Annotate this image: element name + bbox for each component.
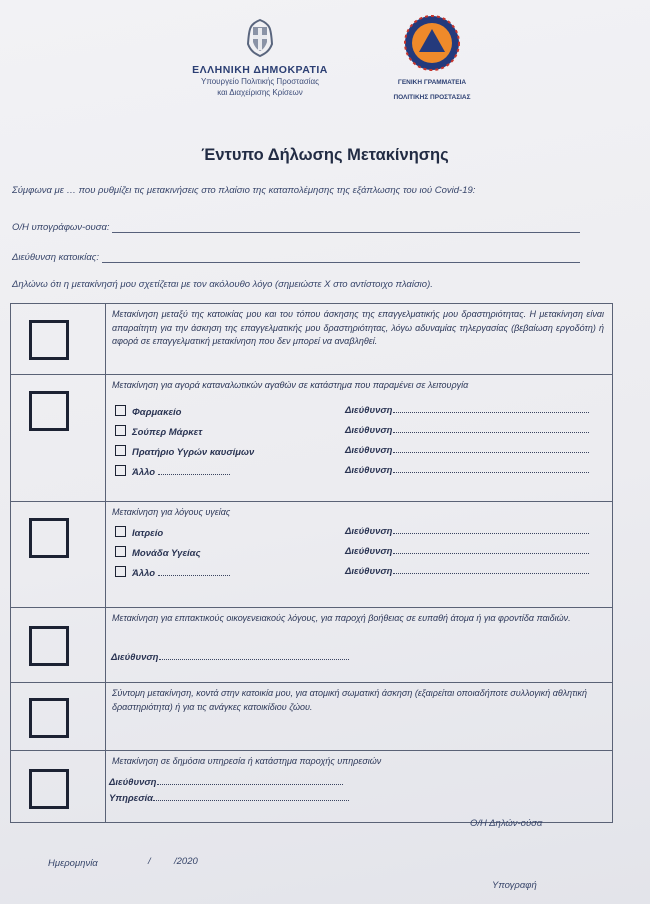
- option-checkbox[interactable]: [115, 405, 126, 416]
- reason-checkbox-exercise[interactable]: [29, 698, 69, 738]
- option-label: Άλλο: [132, 568, 156, 579]
- reason-row-exercise: [11, 682, 612, 751]
- date-slash[interactable]: /: [148, 856, 151, 867]
- service-address-field[interactable]: [109, 777, 343, 788]
- checkbox-cell: [11, 304, 106, 374]
- address-label: Διεύθυνση: [345, 445, 393, 456]
- address-dotted-line[interactable]: [393, 527, 589, 534]
- address-label: Διεύθυνση: [345, 546, 393, 557]
- home-address-input-line[interactable]: [102, 253, 580, 263]
- secretariat-line-1: ΓΕΝΙΚΗ ΓΡΑΜΜΑΤΕΙΑ: [397, 79, 467, 86]
- address-field[interactable]: [345, 526, 589, 537]
- option-other[interactable]: [115, 566, 230, 579]
- option-other[interactable]: [115, 465, 230, 478]
- reason-checkbox-work[interactable]: [29, 320, 69, 360]
- signer-input-line[interactable]: [112, 223, 580, 233]
- reason-text-work: Μετακίνηση μεταξύ της κατοικίας μου και του τόπου άσκησης της επαγγελματικής μου δραστηριότητας. Η μετακίνηση είναι απαραίτητη για την άσκηση της επαγγελματικής μου δραστηριότητας, λόγω αδυναμίας τηλεργασίας (βεβαίωση εργοδότη) ή αφορά σε επαγγελματική μετακίνηση που δεν μπορεί να αναβληθεί.: [112, 309, 604, 346]
- service-name-field[interactable]: [109, 793, 349, 804]
- reason-text-exercise: Σύντομη μετακίνηση, κοντά στην κατοικία μου, για ατομική σωματική άσκηση (εξαιρείται οποιαδήποτε συλλογική αθλητική δραστηριότητα) ή για τις ανάγκες κατοικίδιου ζώου.: [112, 688, 588, 712]
- checkbox-cell: [11, 375, 106, 502]
- address-label: Διεύθυνση: [345, 526, 393, 537]
- option-label: Φαρμακείο: [132, 407, 182, 418]
- option-label: Σούπερ Μάρκετ: [132, 427, 203, 438]
- declarant-label: Ο/Η Δηλών-ούσα: [470, 818, 543, 829]
- option-checkbox[interactable]: [115, 526, 126, 537]
- reason-checkbox-shopping[interactable]: [29, 391, 69, 431]
- declaration-text: Δηλώνω ότι η μετακίνησή μου σχετίζεται με τον ακόλουθο λόγο (σημειώστε Χ στο αντίστοιχο πλαίσιο).: [12, 279, 433, 290]
- reason-checkbox-family[interactable]: [29, 626, 69, 666]
- address-label: Διεύθυνση: [345, 405, 393, 416]
- reason-row-shopping: [11, 374, 612, 502]
- address-dotted-line[interactable]: [393, 446, 589, 453]
- address-dotted-line[interactable]: [393, 406, 589, 413]
- other-dotted-line[interactable]: [158, 468, 230, 475]
- service-dotted-line[interactable]: [153, 794, 349, 801]
- option-checkbox[interactable]: [115, 546, 126, 557]
- reason-checkbox-public-service[interactable]: [29, 769, 69, 809]
- address-field[interactable]: [345, 425, 589, 436]
- reason-text-shopping: Μετακίνηση για αγορά καταναλωτικών αγαθών σε κατάστημα που παραμένει σε λειτουργία: [112, 380, 469, 390]
- address-label: Διεύθυνση: [109, 777, 157, 788]
- option-health-unit[interactable]: [115, 546, 201, 559]
- option-label: Πρατήριο Υγρών καυσίμων: [132, 447, 255, 458]
- greek-coat-of-arms-icon: [241, 18, 279, 58]
- option-label: Μονάδα Υγείας: [132, 548, 201, 559]
- republic-title: ΕΛΛΗΝΙΚΗ ΔΗΜΟΚΡΑΤΙΑ: [192, 64, 328, 76]
- reason-text-public-service: Μετακίνηση σε δημόσια υπηρεσία ή κατάστημα παροχής υπηρεσιών: [112, 756, 382, 766]
- home-address-label: Διεύθυνση κατοικίας:: [12, 252, 100, 263]
- republic-header: [160, 18, 360, 98]
- ministry-line-1: Υπουργείο Πολιτικής Προστασίας: [200, 77, 320, 86]
- option-checkbox[interactable]: [115, 566, 126, 577]
- address-field[interactable]: [345, 546, 589, 557]
- civil-protection-logo-icon: [403, 14, 461, 72]
- reason-row-health: [11, 501, 612, 608]
- address-label: Διεύθυνση: [345, 465, 393, 476]
- other-dotted-line[interactable]: [158, 569, 230, 576]
- civil-protection-header: [392, 14, 472, 102]
- address-label: Διεύθυνση: [345, 566, 393, 577]
- option-label: Ιατρείο: [132, 528, 164, 539]
- address-dotted-line[interactable]: [157, 778, 343, 785]
- date-year[interactable]: /2020: [174, 856, 198, 867]
- home-address-field[interactable]: [12, 252, 580, 263]
- checkbox-cell: [11, 502, 106, 608]
- address-dotted-line[interactable]: [393, 466, 589, 473]
- reason-text-health: Μετακίνηση για λόγους υγείας: [112, 507, 231, 517]
- reason-text-family: Μετακίνηση για επιτακτικούς οικογενειακούς λόγους, για παροχή βοήθειας σε ευπαθή άτομα ή για φροντίδα παιδιών.: [112, 613, 571, 623]
- address-dotted-line[interactable]: [393, 426, 589, 433]
- address-label: Διεύθυνση: [111, 652, 159, 663]
- signature-label: Υπογραφή: [492, 880, 537, 891]
- checkbox-cell: [11, 751, 106, 823]
- option-label: Άλλο: [132, 467, 156, 478]
- address-field[interactable]: [345, 465, 589, 476]
- reason-row-public-service: [11, 750, 612, 823]
- reasons-table: [10, 303, 613, 823]
- checkbox-cell: [11, 608, 106, 683]
- signer-label: Ο/Η υπογράφων-ουσα:: [12, 222, 110, 233]
- option-checkbox[interactable]: [115, 445, 126, 456]
- address-field[interactable]: [345, 405, 589, 416]
- form-title: Έντυπο Δήλωσης Μετακίνησης: [201, 146, 449, 164]
- service-label: Υπηρεσία: [109, 793, 154, 804]
- signer-field[interactable]: [12, 222, 580, 233]
- address-dotted-line[interactable]: [159, 653, 349, 660]
- secretariat-line-2: ΠΟΛΙΤΙΚΗΣ ΠΡΟΣΤΑΣΙΑΣ: [393, 94, 471, 101]
- address-field[interactable]: [345, 445, 589, 456]
- address-field[interactable]: [345, 566, 589, 577]
- ministry-line-2: και Διαχείρισης Κρίσεων: [217, 88, 303, 97]
- intro-text: Σύμφωνα με … που ρυθμίζει τις μετακινήσεις στο πλαίσιο της καταπολέμησης της εξάπλωσης του ιού Covid-19:: [12, 185, 476, 196]
- reason-row-family: [11, 607, 612, 683]
- family-address-field[interactable]: [111, 652, 349, 663]
- reason-row-work: [11, 304, 612, 374]
- address-label: Διεύθυνση: [345, 425, 393, 436]
- date-label: Ημερομηνία: [48, 858, 98, 869]
- address-dotted-line[interactable]: [393, 567, 589, 574]
- option-checkbox[interactable]: [115, 425, 126, 436]
- option-supermarket[interactable]: [115, 425, 202, 438]
- address-dotted-line[interactable]: [393, 547, 589, 554]
- option-fuel-station[interactable]: [115, 445, 254, 458]
- option-doctor[interactable]: [115, 526, 163, 539]
- checkbox-cell: [11, 683, 106, 751]
- reason-checkbox-health[interactable]: [29, 518, 69, 558]
- option-pharmacy[interactable]: [115, 405, 181, 418]
- option-checkbox[interactable]: [115, 465, 126, 476]
